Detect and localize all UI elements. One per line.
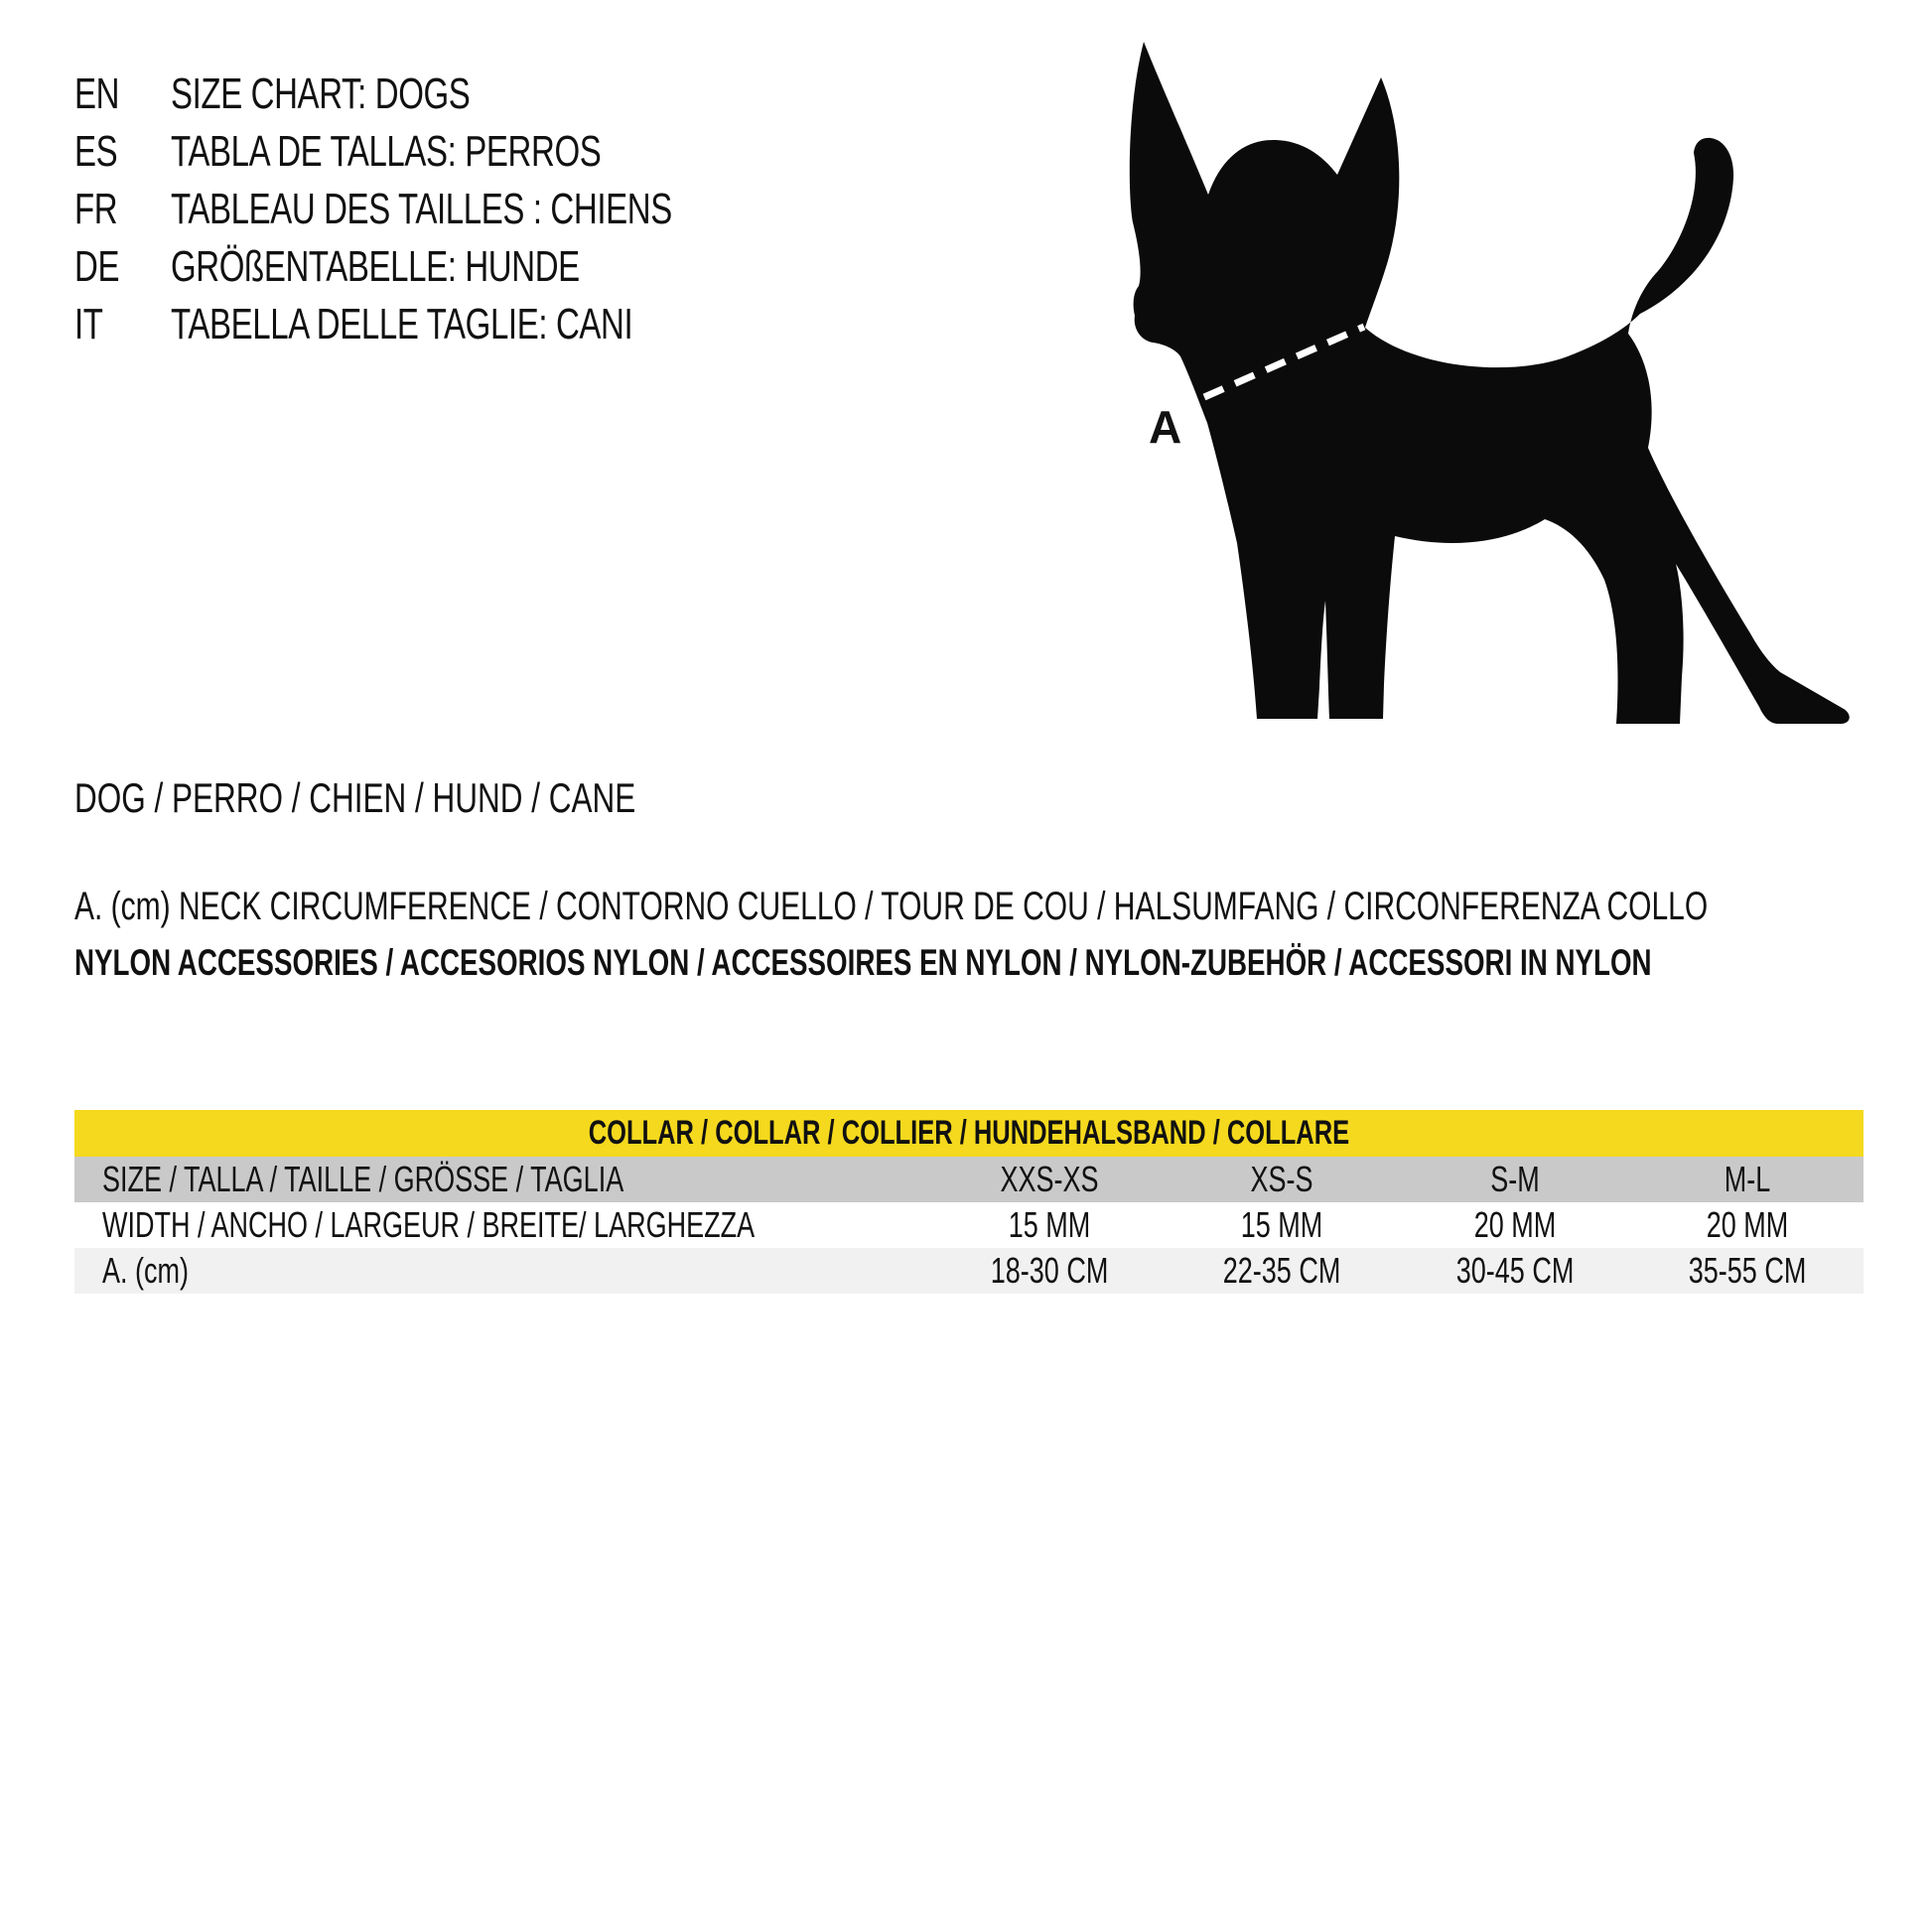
language-code: EN <box>74 69 120 118</box>
material-note <box>74 940 1932 986</box>
language-title: TABLA DE TALLAS: PERROS <box>171 127 602 176</box>
size-value: M-L <box>1724 1159 1771 1199</box>
table-header-cell <box>74 1110 1863 1157</box>
size-value: XS-S <box>1250 1159 1313 1199</box>
table-header-text: COLLAR / COLLAR / COLLIER / HUNDEHALSBAND / COLLARE <box>588 1114 1350 1152</box>
language-row <box>74 66 839 123</box>
row-label-text: A. (cm) <box>102 1250 189 1291</box>
row-label-cell <box>74 1248 933 1294</box>
dog-figure <box>1087 28 1881 733</box>
row-label-text: WIDTH / ANCHO / LARGEUR / BREITE/ LARGHEZZA <box>102 1204 756 1245</box>
language-row <box>74 238 839 296</box>
collar-size-table <box>74 1110 1863 1294</box>
width-value-cell <box>933 1202 1166 1248</box>
language-title: GRÖßENTABELLE: HUNDE <box>171 242 580 291</box>
width-value: 20 MM <box>1473 1204 1556 1245</box>
language-row <box>74 123 839 181</box>
language-title: TABELLA DELLE TAGLIE: CANI <box>171 300 633 348</box>
neck-marker-label: A <box>1149 401 1182 453</box>
language-code: FR <box>74 185 118 233</box>
neck-value-cell <box>1166 1248 1398 1294</box>
dog-caption-text: DOG / PERRO / CHIEN / HUND / CANE <box>74 774 636 821</box>
language-row <box>74 296 839 353</box>
width-value: 20 MM <box>1706 1204 1789 1245</box>
row-label-text: SIZE / TALLA / TAILLE / GRÖSSE / TAGLIA <box>102 1159 624 1199</box>
width-value-cell <box>1166 1202 1398 1248</box>
language-code: DE <box>74 242 120 291</box>
material-note-text: NYLON ACCESSORIES / ACCESORIOS NYLON / ACCESSOIRES EN NYLON / NYLON-ZUBEHÖR / ACCESSORI IN NYLON <box>74 942 1652 983</box>
dog-caption <box>74 774 823 822</box>
measurement-note <box>74 884 1932 929</box>
size-value: S-M <box>1489 1159 1540 1199</box>
table-header-row <box>74 1110 1863 1157</box>
width-value: 15 MM <box>1241 1204 1323 1245</box>
neck-value: 35-55 CM <box>1688 1250 1807 1291</box>
language-code: IT <box>74 300 103 348</box>
neck-value-cell <box>1631 1248 1863 1294</box>
language-title: TABLEAU DES TAILLES : CHIENS <box>171 185 672 233</box>
size-value: XXS-XS <box>1000 1159 1099 1199</box>
table-row-size <box>74 1157 1863 1202</box>
table-row-neck <box>74 1248 1863 1294</box>
size-value-cell <box>1631 1157 1863 1202</box>
neck-value: 30-45 CM <box>1455 1250 1574 1291</box>
language-title: SIZE CHART: DOGS <box>171 69 471 118</box>
size-value-cell <box>1166 1157 1398 1202</box>
size-value-cell <box>933 1157 1166 1202</box>
width-value: 15 MM <box>1008 1204 1091 1245</box>
neck-value-cell <box>933 1248 1166 1294</box>
neck-value: 22-35 CM <box>1223 1250 1341 1291</box>
width-value-cell <box>1631 1202 1863 1248</box>
measurement-note-text: A. (cm) NECK CIRCUMFERENCE / CONTORNO CUELLO / TOUR DE COU / HALSUMFANG / CIRCONFERENZA COLLO <box>74 885 1709 928</box>
size-value-cell <box>1398 1157 1630 1202</box>
row-label-cell <box>74 1157 933 1202</box>
table-row-width <box>74 1202 1863 1248</box>
width-value-cell <box>1398 1202 1630 1248</box>
row-label-cell <box>74 1202 933 1248</box>
language-row <box>74 181 839 238</box>
neck-value: 18-30 CM <box>990 1250 1109 1291</box>
language-title-list <box>74 66 839 353</box>
language-code: ES <box>74 127 118 176</box>
neck-value-cell <box>1398 1248 1630 1294</box>
